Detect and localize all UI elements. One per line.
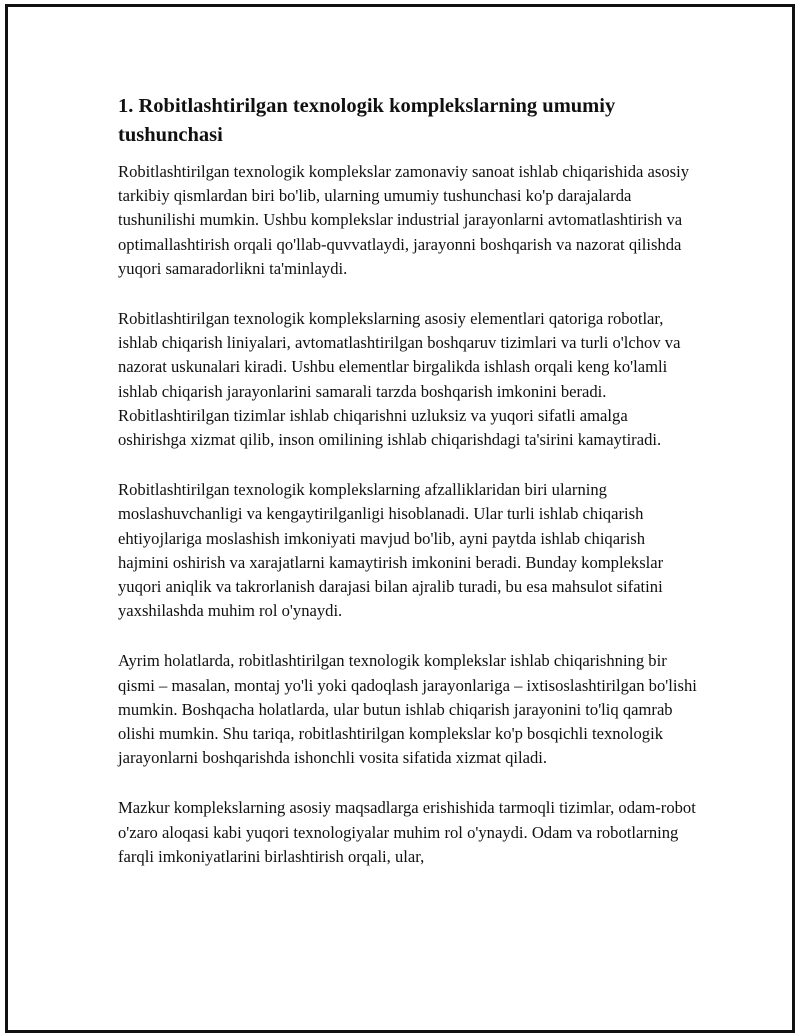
section-heading: 1. Robitlashtirilgan texnologik komplekslarning umumiy tushunchasi [118,95,616,146]
paragraph-1: Robitlashtirilgan texnologik komplekslar zamonaviy sanoat ishlab chiqarishida asosiy tarkibiy qismlardan biri bo'lib, ularning umumiy tushunchasi ko'p darajalarda tushunilishi mumkin. Ushbu komplekslar industrial jarayonlarni avtomatlashtirish va optimallashtirish orqali qo'llab-quvvatlaydi, jarayonni boshqarish va nazorat qilishda yuqori samaradorlikni ta'minlaydi. [118,162,689,278]
paragraph-4: Ayrim holatlarda, robitlashtirilgan texnologik komplekslar ishlab chiqarishning bir qismi – masalan, montaj yo'li yoki qadoqlash jarayonlariga – ixtisoslashtirilgan bo'lishi mumkin. Boshqacha holatlarda, ular butun ishlab chiqarish jarayonini to'liq qamrab olishi mumkin. Shu tariqa, robitlashtirilgan komplekslar ko'p bosqichli texnologik jarayonlarni boshqarishda ishonchli vosita sifatida xizmat qiladi. [118,651,697,768]
document-body [118,92,698,895]
paragraph-3: Robitlashtirilgan texnologik komplekslarning afzalliklaridan biri ularning moslashuvchanligi va kengaytirilganligi hisoblanadi. Ular turli ishlab chiqarish ehtiyojlariga moslashish imkoniyati mavjud bo'lib, ayni paytda ishlab chiqarish hajmini oshirish va xarajatlarni kamaytirish imkonini beradi. Bunday komplekslar yuqori aniqlik va takrorlanish darajasi bilan ajralib turadi, bu esa mahsulot sifatini yaxshilashda muhim rol o'ynaydi. [118,480,664,621]
paragraph-2: Robitlashtirilgan texnologik komplekslarning asosiy elementlari qatoriga robotlar, ishlab chiqarish liniyalari, avtomatlashtirilgan boshqaruv tizimlari va turli o'lchov va nazorat uskunalari kiradi. Ushbu elementlar birgalikda ishlash orqali keng ko'lamli ishlab chiqarish jarayonlarini samarali tarzda boshqarish imkonini beradi. Robitlashtirilgan tizimlar ishlab chiqarishni uzluksiz va yuqori sifatli amalga oshirishga xizmat qilib, inson omilining ishlab chiqarishdagi ta'sirini kamaytiradi. [118,309,681,450]
paragraph-5: Mazkur komplekslarning asosiy maqsadlarga erishishida tarmoqli tizimlar, odam-robot o'zaro aloqasi kabi yuqori texnologiyalar muhim rol o'ynaydi. Odam va robotlarning farqli imkoniyatlarini birlashtirish orqali, ular, [118,798,696,866]
